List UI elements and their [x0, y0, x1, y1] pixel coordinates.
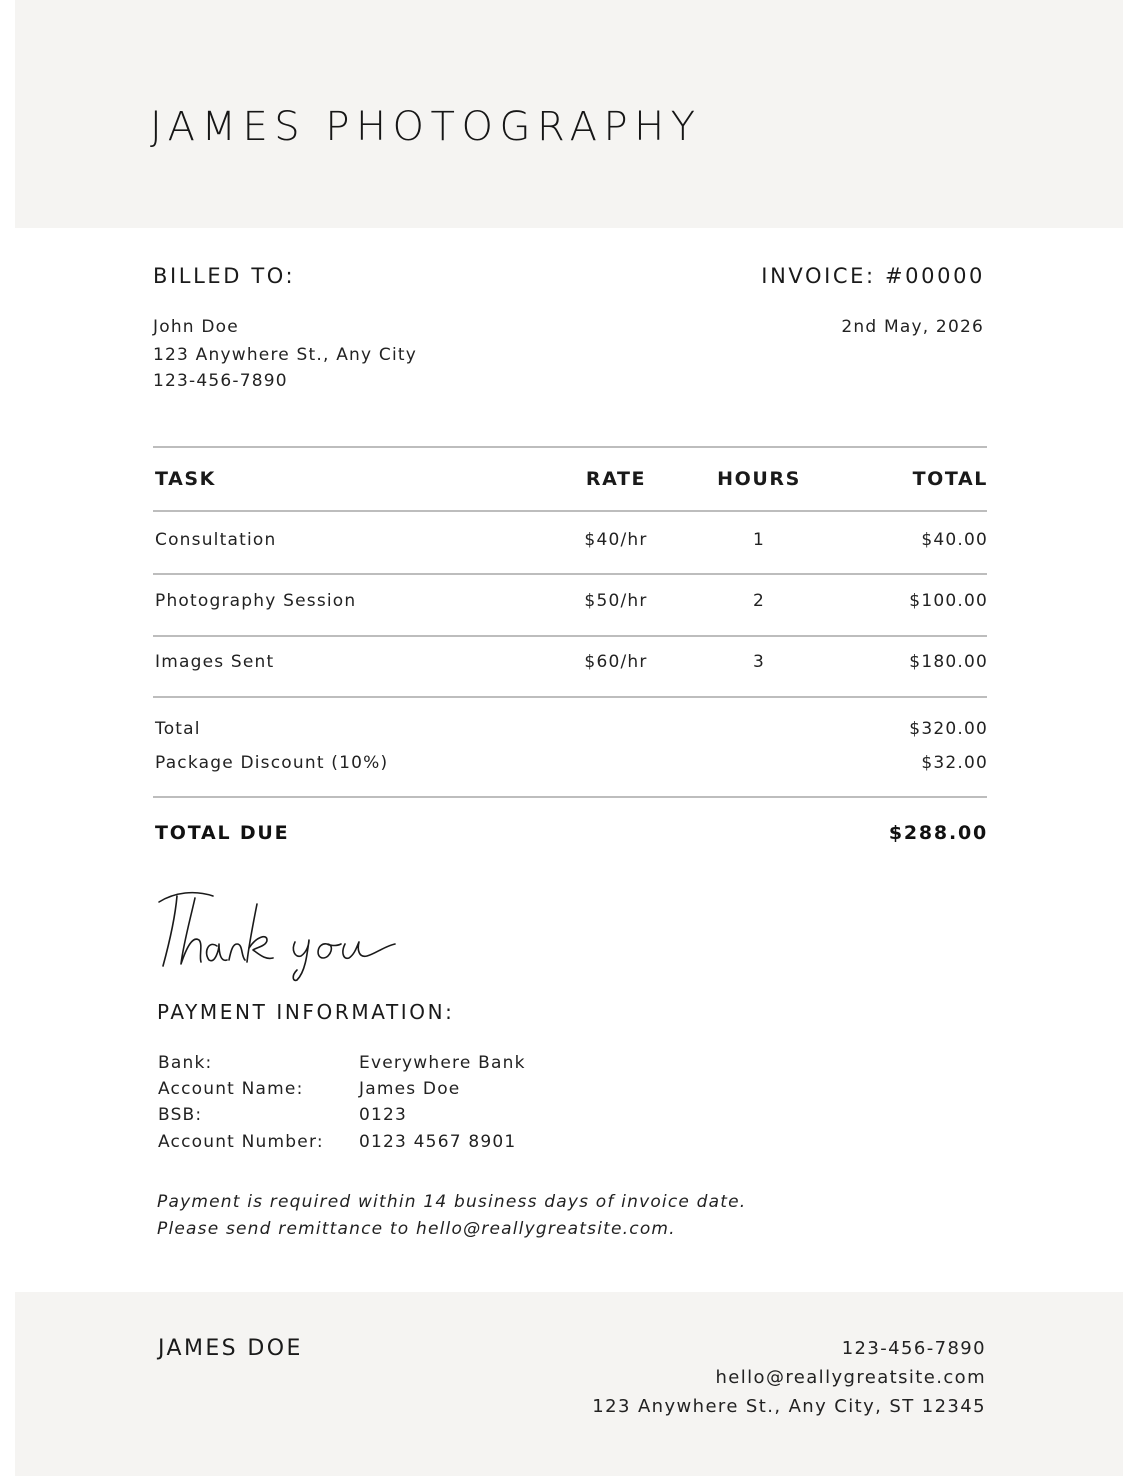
payment-key-account-number: Account Number: — [158, 1132, 324, 1152]
table-top-rule — [153, 446, 987, 448]
table-header-rule — [153, 510, 987, 512]
payment-info-label: PAYMENT INFORMATION: — [157, 1000, 455, 1024]
col-header-task: TASK — [155, 468, 216, 490]
footer-name: JAMES DOE — [158, 1336, 303, 1361]
payment-key-account-name: Account Name: — [158, 1079, 304, 1099]
row-rule — [153, 635, 987, 637]
billed-to-label: BILLED TO: — [153, 264, 296, 288]
row-rate: $60/hr — [584, 652, 648, 672]
payment-value-bsb: 0123 — [359, 1105, 408, 1125]
total-due-value: $288.00 — [888, 822, 988, 844]
row-rate: $40/hr — [584, 530, 648, 550]
row-total: $180.00 — [909, 652, 988, 672]
payment-value-account-number: 0123 4567 8901 — [359, 1132, 517, 1152]
brand-title: JAMES PHOTOGRAPHY — [150, 104, 702, 150]
row-total: $40.00 — [921, 530, 988, 550]
subtotal-label: Total — [155, 719, 201, 739]
footer-email: hello@reallygreatsite.com — [715, 1367, 986, 1388]
subtotal-value: $320.00 — [909, 719, 988, 739]
footer-phone: 123-456-7890 — [841, 1338, 986, 1359]
payment-note-line-2: Please send remittance to hello@reallygreatsite.com. — [157, 1219, 676, 1239]
row-rate: $50/hr — [584, 591, 648, 611]
payment-value-account-name: James Doe — [359, 1079, 461, 1099]
payment-value-bank: Everywhere Bank — [359, 1053, 526, 1073]
discount-value: $32.00 — [921, 753, 988, 773]
client-address: 123 Anywhere St., Any City — [153, 345, 417, 365]
col-header-total: TOTAL — [912, 468, 988, 490]
payment-key-bsb: BSB: — [158, 1105, 203, 1125]
client-phone: 123-456-7890 — [153, 371, 288, 391]
col-header-rate: RATE — [585, 468, 647, 490]
row-task: Photography Session — [155, 591, 357, 611]
row-rule — [153, 573, 987, 575]
row-hours: 1 — [752, 530, 766, 550]
row-task: Consultation — [155, 530, 277, 550]
client-name: John Doe — [153, 317, 239, 337]
invoice-date: 2nd May, 2026 — [841, 317, 984, 337]
row-hours: 2 — [752, 591, 766, 611]
payment-note-line-1: Payment is required within 14 business days of invoice date. — [157, 1192, 747, 1212]
row-total: $100.00 — [909, 591, 988, 611]
discount-label: Package Discount (10%) — [155, 753, 389, 773]
row-rule — [153, 696, 987, 698]
row-hours: 3 — [752, 652, 766, 672]
col-header-hours: HOURS — [717, 468, 801, 490]
invoice-number: INVOICE: #00000 — [761, 264, 985, 288]
payment-key-bank: Bank: — [158, 1053, 213, 1073]
footer-address: 123 Anywhere St., Any City, ST 12345 — [592, 1396, 986, 1417]
total-due-label: TOTAL DUE — [155, 822, 290, 844]
thank-you-signature — [155, 884, 405, 984]
row-task: Images Sent — [155, 652, 275, 672]
summary-rule — [153, 796, 987, 798]
